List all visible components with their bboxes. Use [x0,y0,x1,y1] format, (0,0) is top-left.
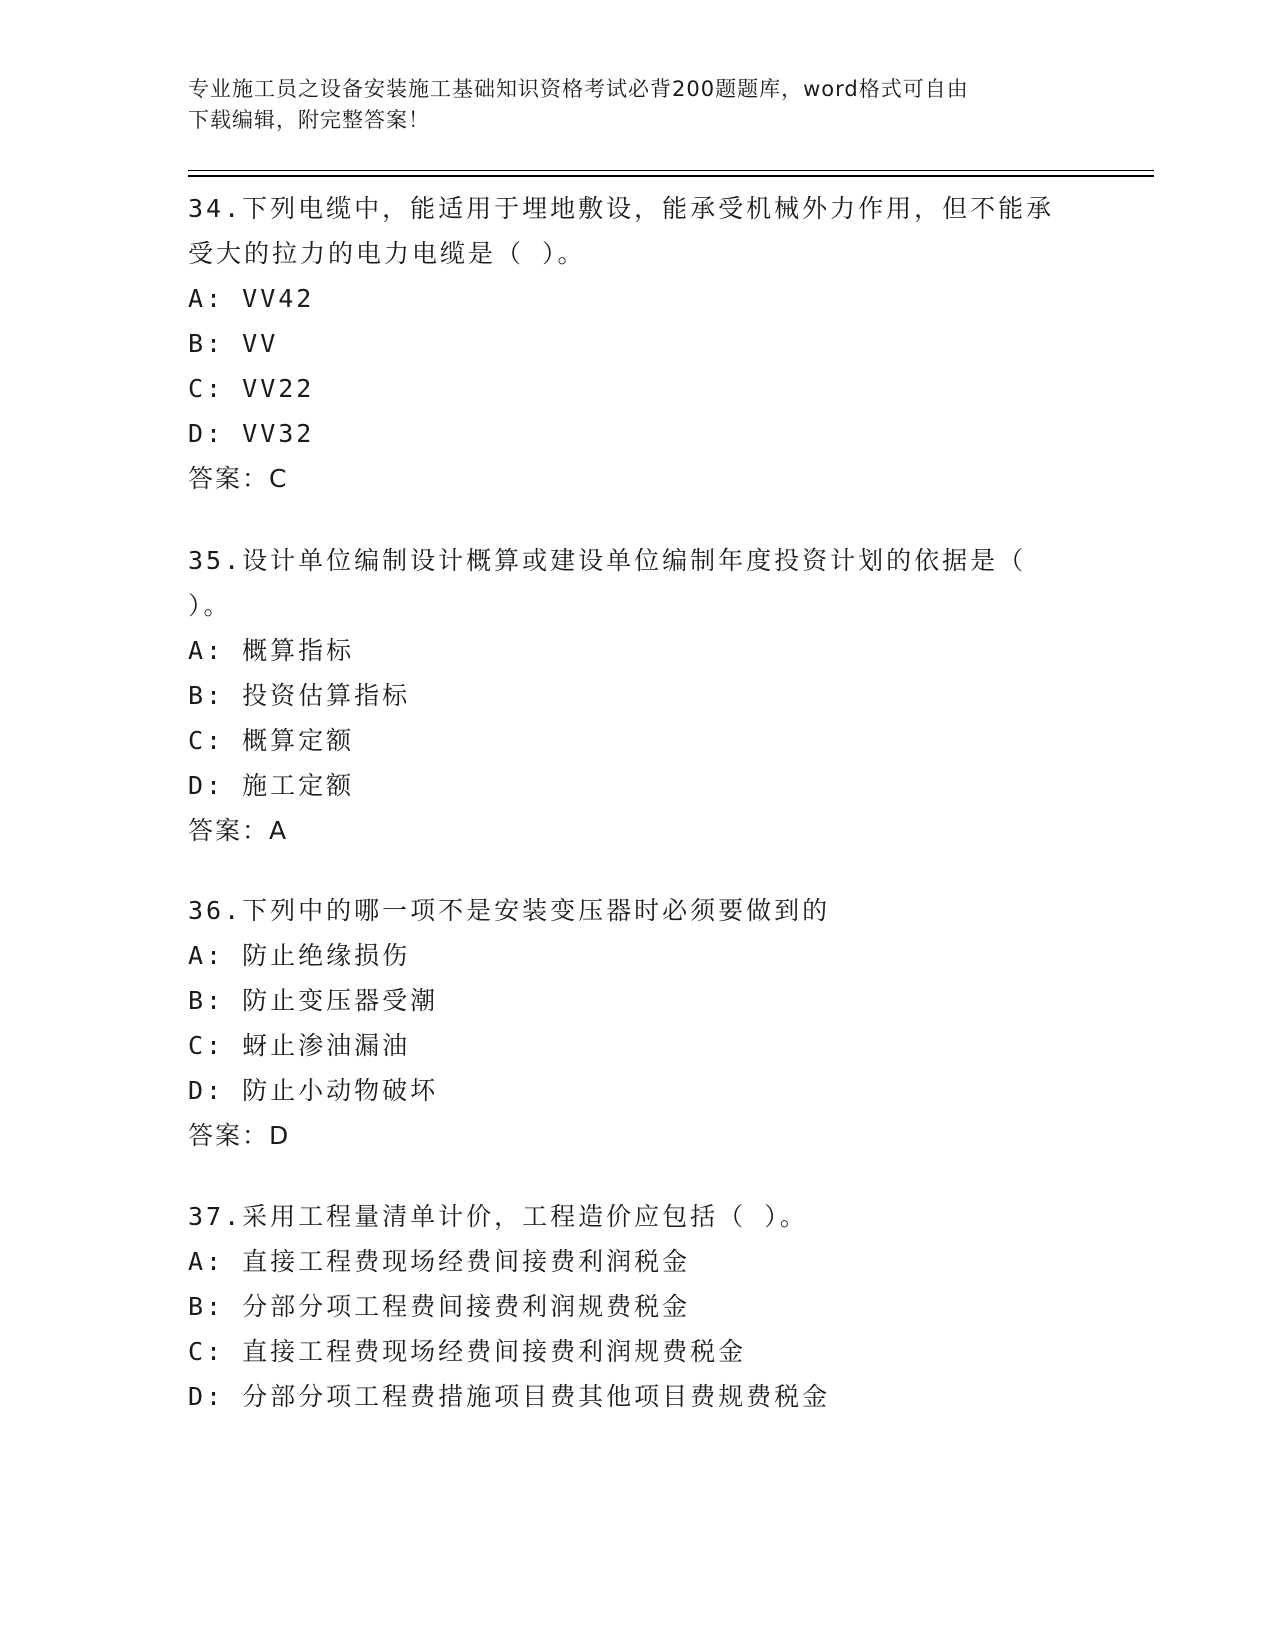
option-b: B: 防止变压器受潮 [188,986,439,1015]
question-36 [188,888,1088,1158]
header-divider-thin [188,170,1154,171]
question-35 [188,538,1088,853]
option-a: A: 概算指标 [188,636,355,665]
option-d: D: 防止小动物破坏 [188,1076,439,1105]
option-c: C: VV22 [188,374,315,403]
answer: 答案：A [188,816,289,845]
question-stem-line: 受大的拉力的电力电缆是（ ）。 [188,239,586,268]
question-37 [188,1194,1088,1419]
option-b: B: 投资估算指标 [188,681,411,710]
header-line-2: 下载编辑，附完整答案！ [188,108,430,132]
option-c: C: 直接工程费现场经费间接费利润规费税金 [188,1337,747,1366]
option-b: B: VV [188,329,279,358]
answer: 答案：D [188,1121,291,1150]
option-d: D: VV32 [188,419,315,448]
option-a: A: 防止绝缘损伤 [188,941,411,970]
answer: 答案：C [188,464,289,493]
header-divider-thick [188,175,1154,177]
question-stem-line: 34.下列电缆中，能适用于埋地敷设，能承受机械外力作用，但不能承 [188,194,1055,223]
question-stem-line: 35.设计单位编制设计概算或建设单位编制年度投资计划的依据是（ [188,546,1027,575]
option-d: D: 分部分项工程费措施项目费其他项目费规费税金 [188,1382,831,1411]
header-line-1: 专业施工员之设备安装施工基础知识资格考试必背200题题库，word格式可自由 [188,77,969,101]
question-stem-line: ）。 [188,591,232,620]
question-stem-line: 36.下列中的哪一项不是安装变压器时必须要做到的 [188,896,831,925]
option-b: B: 分部分项工程费间接费利润规费税金 [188,1292,691,1321]
option-c: C: 蚜止渗油漏油 [188,1031,411,1060]
option-c: C: 概算定额 [188,726,355,755]
option-d: D: 施工定额 [188,771,355,800]
question-stem-line: 37.采用工程量清单计价，工程造价应包括（ ）。 [188,1202,808,1231]
question-34 [188,186,1088,501]
option-a: A: VV42 [188,284,315,313]
option-a: A: 直接工程费现场经费间接费利润税金 [188,1247,691,1276]
document-header [188,74,1088,136]
